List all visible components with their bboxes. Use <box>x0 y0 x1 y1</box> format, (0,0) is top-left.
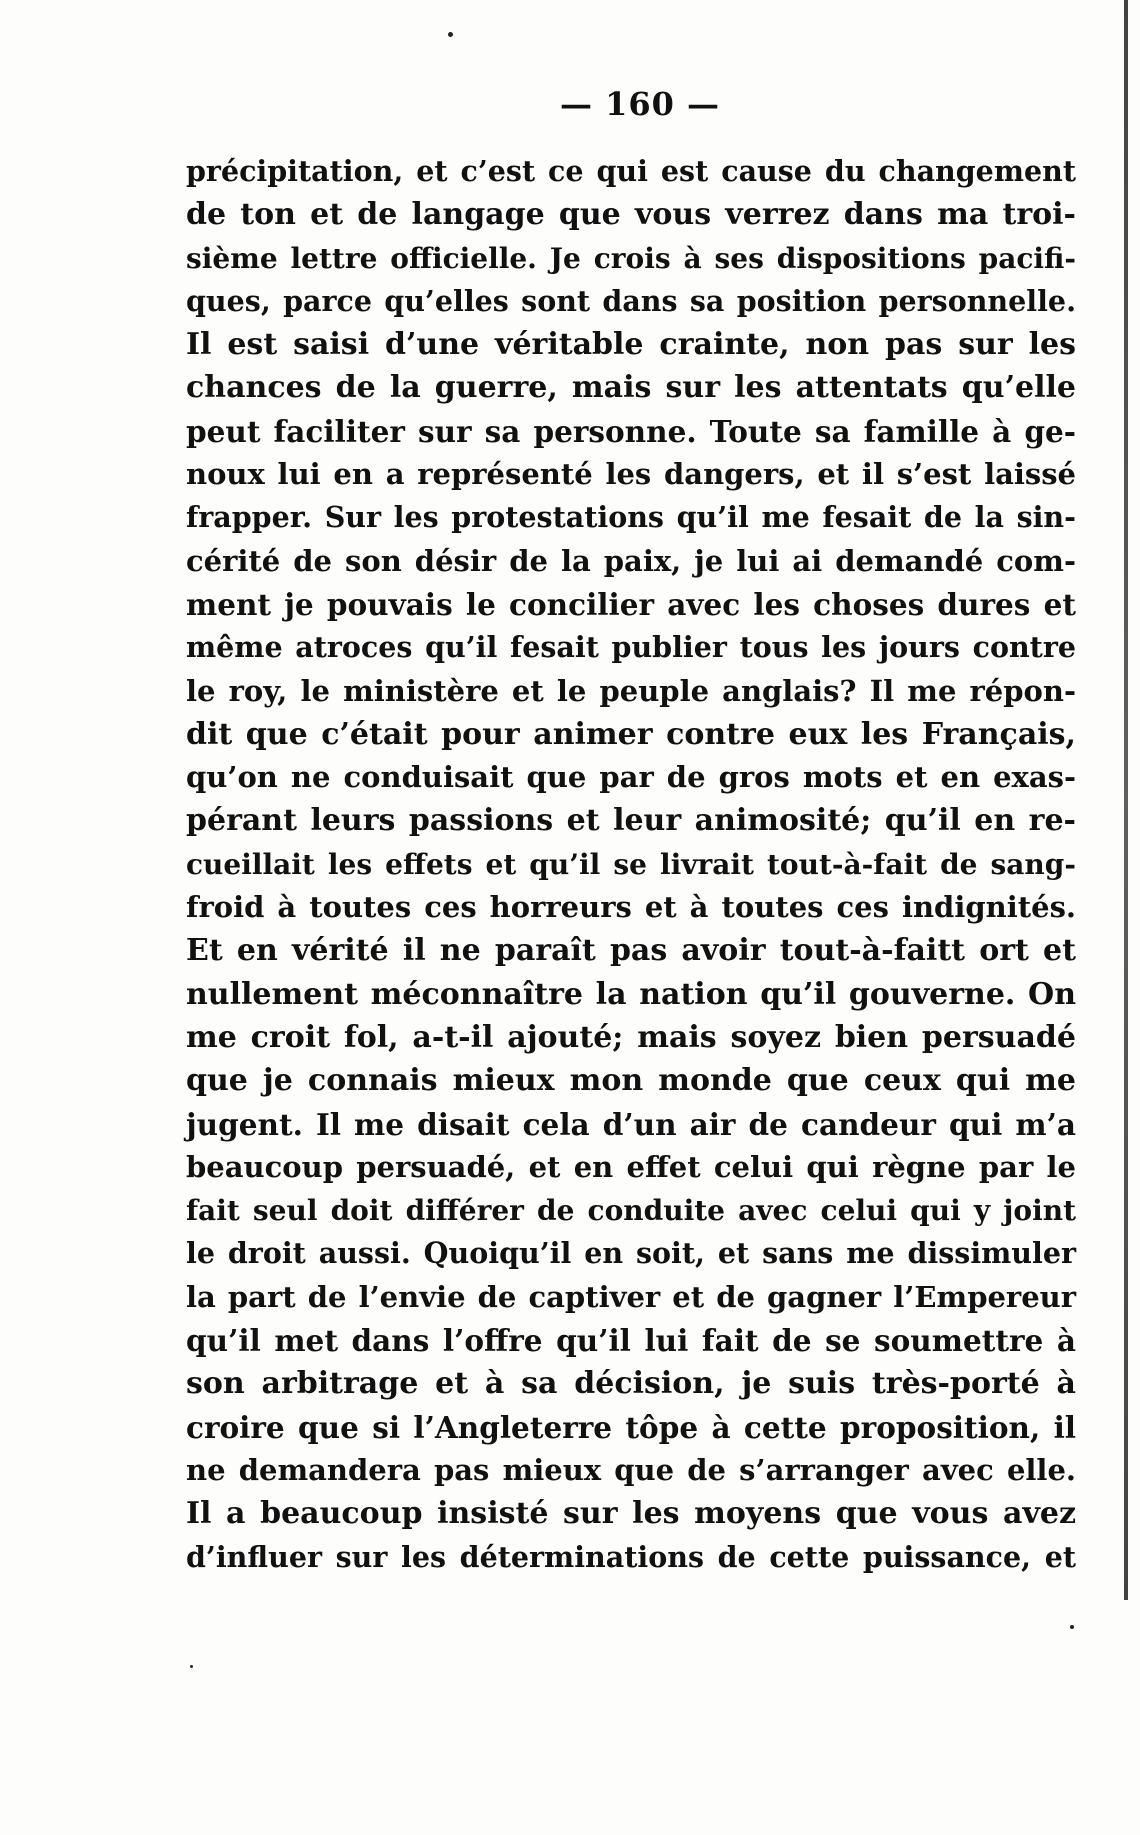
text-line: dit que c’était pour animer contre eux les Français, <box>186 716 1076 752</box>
text-line: pérant leurs passions et leur animosité; qu’il en re- <box>186 803 1076 839</box>
text-line: me croit fol, a-t-il ajouté; mais soyez bien persuadé <box>186 1019 1076 1055</box>
text-line: nullement méconnaître la nation qu’il gouverne. On <box>186 976 1076 1012</box>
text-line: ques, parce qu’elles sont dans sa position personnelle. <box>186 283 1076 318</box>
text-line: Il a beaucoup insisté sur les moyens que vous avez <box>186 1496 1076 1532</box>
text-line: fait seul doit différer de conduite avec celui qui y joint <box>186 1194 1076 1228</box>
text-line: ne demandera pas mieux que de s’arranger avec elle. <box>186 1452 1076 1487</box>
page-number: — 160 — <box>559 85 721 123</box>
ink-speck <box>190 1665 193 1668</box>
text-line: froid à toutes ces horreurs et à toutes ces indignités. <box>186 890 1076 925</box>
text-line: Et en vérité il ne paraît pas avoir tout-à-faitt ort et <box>186 933 1076 969</box>
text-line: précipitation, et c’est ce qui est cause du changement <box>186 154 1076 188</box>
ink-speck <box>1070 1625 1074 1629</box>
text-line: croire que si l’Angleterre tôpe à cette proposition, il <box>186 1409 1076 1445</box>
text-line: noux lui en a représenté les dangers, et il s’est laissé <box>186 457 1076 492</box>
text-line: même atroces qu’il fesait publier tous les jours contre <box>186 630 1076 665</box>
text-line: son arbitrage et à sa décision, je suis très-porté à <box>186 1366 1076 1402</box>
text-line: le droit aussi. Quoiqu’il en soit, et sans me dissimuler <box>186 1236 1076 1271</box>
text-line: cérité de son désir de la paix, je lui ai demandé com- <box>186 543 1076 578</box>
text-line: peut faciliter sur sa personne. Toute sa famille à ge- <box>186 413 1076 449</box>
text-line: la part de l’envie de captiver et de gagner l’Empereur <box>186 1279 1077 1314</box>
text-line: le roy, le ministère et le peuple anglais? Il me répon- <box>186 673 1076 708</box>
text-line: qu’il met dans l’offre qu’il lui fait de se soumettre à <box>186 1323 1076 1359</box>
text-line: ment je pouvais le concilier avec les choses dures et <box>186 586 1076 622</box>
text-line: sième lettre officielle. Je crois à ses dispositions pacifi- <box>186 241 1076 275</box>
text-line: que je connais mieux mon monde que ceux qui me <box>186 1063 1076 1099</box>
text-line: qu’on ne conduisait que par de gros mots et en exas- <box>186 760 1076 795</box>
text-line: jugent. Il me disait cela d’un air de candeur qui m’a <box>186 1106 1076 1142</box>
body-text <box>186 150 1076 1579</box>
text-line: beaucoup persuadé, et en effet celui qui règne par le <box>186 1149 1076 1184</box>
text-line: de ton et de langage que vous verrez dans ma troi- <box>186 197 1076 233</box>
ink-speck <box>448 32 453 37</box>
text-line: frapper. Sur les protestations qu’il me fesait de la sin- <box>186 500 1076 535</box>
text-line: d’influer sur les déterminations de cette puissance, et <box>186 1539 1076 1574</box>
text-line: Il est saisi d’une véritable crainte, non pas sur les <box>186 327 1076 363</box>
text-line: cueillait les effets et qu’il se livrait tout-à-fait de sang- <box>186 847 1076 881</box>
page-edge-shadow <box>1124 0 1128 1600</box>
text-line: chances de la guerre, mais sur les attentats qu’elle <box>186 370 1076 406</box>
